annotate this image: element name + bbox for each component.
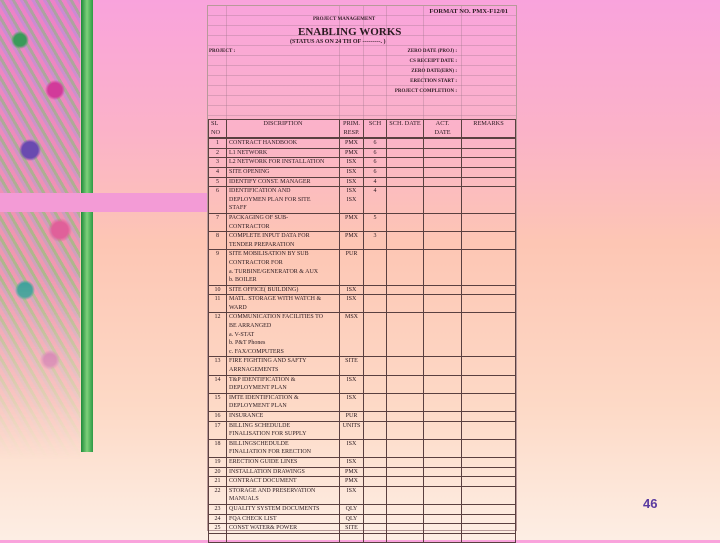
sl-cell: 16 xyxy=(209,412,227,422)
act-date-cell xyxy=(424,486,462,504)
sch-date-cell xyxy=(387,285,424,295)
prim-resp-cell: ISX xyxy=(340,375,364,393)
sch-date-cell xyxy=(387,357,424,375)
sch-date-cell xyxy=(387,232,424,250)
sch-date-cell xyxy=(387,187,424,214)
table-row xyxy=(209,477,516,487)
sch-date-cell xyxy=(387,167,424,177)
act-date-cell xyxy=(424,514,462,524)
page-number: 46 xyxy=(643,496,658,511)
description-cell xyxy=(227,533,340,542)
sch-cell xyxy=(364,295,387,313)
form-header xyxy=(208,6,516,119)
sl-cell: 3 xyxy=(209,158,227,168)
sch-date-cell xyxy=(387,295,424,313)
sch-cell xyxy=(364,439,387,457)
remarks-cell xyxy=(462,467,516,477)
decorative-pattern xyxy=(0,0,80,460)
sch-date-cell xyxy=(387,158,424,168)
sch-cell xyxy=(364,393,387,411)
description-cell: ERECTION GUIDE LINES xyxy=(227,457,340,467)
zero-date-ern: ZERO DATE(ERN) : xyxy=(411,69,457,74)
sl-cell: 21 xyxy=(209,477,227,487)
act-date-cell xyxy=(424,524,462,534)
remarks-cell xyxy=(462,375,516,393)
table-row xyxy=(209,375,516,393)
remarks-cell xyxy=(462,421,516,439)
sch-date-cell xyxy=(387,213,424,231)
cs-receipt-date: CS RECEIPT DATE : xyxy=(409,59,457,64)
table-header-row xyxy=(209,120,516,139)
sch-cell xyxy=(364,250,387,285)
prim-resp-cell: ISX xyxy=(340,167,364,177)
sl-cell: 4 xyxy=(209,167,227,177)
prim-resp-cell: ISX xyxy=(340,439,364,457)
remarks-cell xyxy=(462,504,516,514)
sch-date-cell xyxy=(387,439,424,457)
sch-cell xyxy=(364,486,387,504)
table-row xyxy=(209,167,516,177)
sch-date-cell xyxy=(387,457,424,467)
sch-cell xyxy=(364,412,387,422)
table-row xyxy=(209,457,516,467)
description-cell: COMMUNICATION FACILITIES TO BE ARRANGED a. V-STAT b. P&T Phones c. FAX/COMPUTERS xyxy=(227,313,340,357)
sl-cell xyxy=(209,533,227,542)
remarks-cell xyxy=(462,457,516,467)
sl-cell: 15 xyxy=(209,393,227,411)
sch-cell: 6 xyxy=(364,167,387,177)
description-cell: CONST WATER& POWER xyxy=(227,524,340,534)
prim-resp-cell: ISX xyxy=(340,393,364,411)
sl-cell: 8 xyxy=(209,232,227,250)
act-date-cell xyxy=(424,375,462,393)
act-date-cell xyxy=(424,533,462,542)
act-date-cell xyxy=(424,158,462,168)
remarks-cell xyxy=(462,285,516,295)
sch-date-cell xyxy=(387,467,424,477)
description-cell: SITE MOBILISATION BY SUB CONTRACTOR FOR a. TURBINE/GENERATOR & AUX b. BOILER xyxy=(227,250,340,285)
act-date-cell xyxy=(424,250,462,285)
prim-resp-cell: QLY xyxy=(340,514,364,524)
sch-cell xyxy=(364,457,387,467)
sl-cell: 9 xyxy=(209,250,227,285)
prim-resp-cell xyxy=(340,533,364,542)
sch-cell xyxy=(364,313,387,357)
prim-resp-cell: MSX xyxy=(340,313,364,357)
act-date-cell xyxy=(424,232,462,250)
prim-resp-cell: ISX ISX xyxy=(340,187,364,214)
sl-cell: 1 xyxy=(209,138,227,148)
sch-date-cell xyxy=(387,250,424,285)
description-cell: T&P IDENTIFICATION & DEPLOYMENT PLAN xyxy=(227,375,340,393)
act-date-cell xyxy=(424,357,462,375)
table-row xyxy=(209,504,516,514)
sch-cell xyxy=(364,357,387,375)
sl-cell: 20 xyxy=(209,467,227,477)
act-date-cell xyxy=(424,138,462,148)
prim-resp-cell: PMX xyxy=(340,232,364,250)
remarks-cell xyxy=(462,533,516,542)
sch-date-cell xyxy=(387,504,424,514)
remarks-cell xyxy=(462,167,516,177)
col-prim-resp: PRIM. RESP. xyxy=(340,120,364,139)
act-date-cell xyxy=(424,477,462,487)
sch-cell: 5 xyxy=(364,213,387,231)
table-row xyxy=(209,148,516,158)
remarks-cell xyxy=(462,313,516,357)
sl-cell: 5 xyxy=(209,177,227,187)
sch-cell xyxy=(364,504,387,514)
sch-date-cell xyxy=(387,524,424,534)
sch-cell: 4 xyxy=(364,187,387,214)
works-table xyxy=(208,119,516,543)
description-cell: IDENTIFICATION AND DEPLOYMEN PLAN FOR SITE STAFF xyxy=(227,187,340,214)
description-cell: L2 NETWORK FOR INSTALLATION xyxy=(227,158,340,168)
act-date-cell xyxy=(424,148,462,158)
description-cell: BILLING SCHEDULDE FINALISATION FOR SUPPLY xyxy=(227,421,340,439)
act-date-cell xyxy=(424,467,462,477)
sch-date-cell xyxy=(387,177,424,187)
description-cell: CONTRACT HANDBOOK xyxy=(227,138,340,148)
sch-date-cell xyxy=(387,393,424,411)
sl-cell: 19 xyxy=(209,457,227,467)
description-cell: FQA CHECK LIST xyxy=(227,514,340,524)
remarks-cell xyxy=(462,148,516,158)
sl-cell: 17 xyxy=(209,421,227,439)
act-date-cell xyxy=(424,412,462,422)
department: PROJECT MANAGEMENT xyxy=(313,17,376,22)
remarks-cell xyxy=(462,158,516,168)
description-cell: SITE OPENING xyxy=(227,167,340,177)
act-date-cell xyxy=(424,177,462,187)
remarks-cell xyxy=(462,486,516,504)
description-cell: FIRE FIGHTING AND SAFTY ARRNAGEMENTS xyxy=(227,357,340,375)
sch-cell xyxy=(364,533,387,542)
table-row xyxy=(209,158,516,168)
remarks-cell xyxy=(462,514,516,524)
prim-resp-cell: ISX xyxy=(340,158,364,168)
table-row xyxy=(209,313,516,357)
act-date-cell xyxy=(424,421,462,439)
sl-cell: 10 xyxy=(209,285,227,295)
remarks-cell xyxy=(462,412,516,422)
table-row xyxy=(209,138,516,148)
remarks-cell xyxy=(462,177,516,187)
sch-cell xyxy=(364,467,387,477)
remarks-cell xyxy=(462,524,516,534)
sl-cell: 13 xyxy=(209,357,227,375)
table-row xyxy=(209,295,516,313)
sch-date-cell xyxy=(387,375,424,393)
remarks-cell xyxy=(462,250,516,285)
sch-date-cell xyxy=(387,533,424,542)
sch-cell xyxy=(364,477,387,487)
sch-cell: 6 xyxy=(364,138,387,148)
table-row xyxy=(209,421,516,439)
pink-accent-band xyxy=(0,193,207,212)
remarks-cell xyxy=(462,439,516,457)
prim-resp-cell: SITE xyxy=(340,357,364,375)
act-date-cell xyxy=(424,285,462,295)
table-row xyxy=(209,412,516,422)
table-row xyxy=(209,285,516,295)
sch-cell xyxy=(364,421,387,439)
prim-resp-cell: PMX xyxy=(340,477,364,487)
table-row xyxy=(209,232,516,250)
sl-cell: 23 xyxy=(209,504,227,514)
zero-date-proj: ZERO DATE (PROJ) : xyxy=(407,49,457,54)
table-row xyxy=(209,177,516,187)
sch-cell xyxy=(364,524,387,534)
act-date-cell xyxy=(424,167,462,177)
prim-resp-cell: PMX xyxy=(340,467,364,477)
table-row xyxy=(209,213,516,231)
table-row xyxy=(209,187,516,214)
remarks-cell xyxy=(462,138,516,148)
description-cell: INSTALLATION DRAWINGS xyxy=(227,467,340,477)
prim-resp-cell: ISX xyxy=(340,285,364,295)
remarks-cell xyxy=(462,187,516,214)
col-remarks: REMARKS xyxy=(462,120,516,139)
act-date-cell xyxy=(424,295,462,313)
act-date-cell xyxy=(424,187,462,214)
remarks-cell xyxy=(462,295,516,313)
remarks-cell xyxy=(462,213,516,231)
sl-cell: 2 xyxy=(209,148,227,158)
act-date-cell xyxy=(424,393,462,411)
table-row xyxy=(209,514,516,524)
sch-date-cell xyxy=(387,412,424,422)
table-row xyxy=(209,467,516,477)
col-sch-date: SCH. DATE xyxy=(387,120,424,139)
table-row xyxy=(209,357,516,375)
sl-cell: 25 xyxy=(209,524,227,534)
description-cell: SITE OFFICE( BUILDING) xyxy=(227,285,340,295)
sch-cell xyxy=(364,285,387,295)
act-date-cell xyxy=(424,457,462,467)
description-cell: COMPLETE INPUT DATA FOR TENDER PREPARATION xyxy=(227,232,340,250)
sl-cell: 12 xyxy=(209,313,227,357)
prim-resp-cell: ISX xyxy=(340,295,364,313)
description-cell: PACKAGING OF SUB- CONTRACTOR xyxy=(227,213,340,231)
description-cell: STORAGE AND PRESERVATION MANUALS xyxy=(227,486,340,504)
remarks-cell xyxy=(462,232,516,250)
sl-cell: 22 xyxy=(209,486,227,504)
status-line: (STATUS AS ON 24 TH OF ---------. ) xyxy=(290,39,386,45)
sch-cell: 6 xyxy=(364,148,387,158)
description-cell: MATL. STORAGE WITH WATCH & WARD xyxy=(227,295,340,313)
col-act-date: ACT. DATE xyxy=(424,120,462,139)
act-date-cell xyxy=(424,213,462,231)
sl-cell: 14 xyxy=(209,375,227,393)
col-sch: SCH xyxy=(364,120,387,139)
prim-resp-cell: ISX xyxy=(340,457,364,467)
act-date-cell xyxy=(424,504,462,514)
sch-cell xyxy=(364,375,387,393)
project-label: PROJECT : xyxy=(209,49,236,54)
prim-resp-cell: QLY xyxy=(340,504,364,514)
remarks-cell xyxy=(462,393,516,411)
table-row xyxy=(209,524,516,534)
description-cell: IMTE IDENTIFICATION & DEPLOYMENT PLAN xyxy=(227,393,340,411)
prim-resp-cell: ISX xyxy=(340,177,364,187)
sch-date-cell xyxy=(387,486,424,504)
prim-resp-cell: PUR xyxy=(340,250,364,285)
sch-cell xyxy=(364,514,387,524)
col-description: DISCRIPTION xyxy=(227,120,340,139)
description-cell: BILLINGSCHEDULDE FINALIATION FOR ERECTION xyxy=(227,439,340,457)
col-sl-no: SL NO xyxy=(209,120,227,139)
sch-date-cell xyxy=(387,514,424,524)
remarks-cell xyxy=(462,477,516,487)
format-number: FORMAT NO. PMX-F12/01 xyxy=(429,8,508,15)
act-date-cell xyxy=(424,313,462,357)
description-cell: IDENTIFY CONST. MANAGER xyxy=(227,177,340,187)
remarks-cell xyxy=(462,357,516,375)
description-cell: L1 NETWORK xyxy=(227,148,340,158)
sl-cell: 6 xyxy=(209,187,227,214)
table-row xyxy=(209,250,516,285)
sch-date-cell xyxy=(387,138,424,148)
green-accent-bar xyxy=(81,0,93,452)
sl-cell: 24 xyxy=(209,514,227,524)
page-title: ENABLING WORKS xyxy=(298,26,402,38)
prim-resp-cell: SITE xyxy=(340,524,364,534)
sch-date-cell xyxy=(387,313,424,357)
table-row xyxy=(209,533,516,542)
table-row xyxy=(209,393,516,411)
project-completion: PROJECT COMPLETION : xyxy=(394,89,457,94)
prim-resp-cell: ISX xyxy=(340,486,364,504)
table-row xyxy=(209,439,516,457)
enabling-works-form xyxy=(207,5,517,531)
sch-cell: 4 xyxy=(364,177,387,187)
prim-resp-cell: UNITS xyxy=(340,421,364,439)
table-row xyxy=(209,486,516,504)
act-date-cell xyxy=(424,439,462,457)
prim-resp-cell: PMX xyxy=(340,148,364,158)
sl-cell: 18 xyxy=(209,439,227,457)
sch-cell: 3 xyxy=(364,232,387,250)
description-cell: INSURANCE xyxy=(227,412,340,422)
erection-start: ERECTION START : xyxy=(410,79,457,84)
sch-date-cell xyxy=(387,477,424,487)
prim-resp-cell: PUR xyxy=(340,412,364,422)
sch-date-cell xyxy=(387,148,424,158)
prim-resp-cell: PMX xyxy=(340,213,364,231)
sch-date-cell xyxy=(387,421,424,439)
description-cell: CONTRACT DOCUMENT xyxy=(227,477,340,487)
sl-cell: 11 xyxy=(209,295,227,313)
sch-cell: 6 xyxy=(364,158,387,168)
description-cell: QUALITY SYSTEM DOCUMENTS xyxy=(227,504,340,514)
prim-resp-cell: PMX xyxy=(340,138,364,148)
sl-cell: 7 xyxy=(209,213,227,231)
